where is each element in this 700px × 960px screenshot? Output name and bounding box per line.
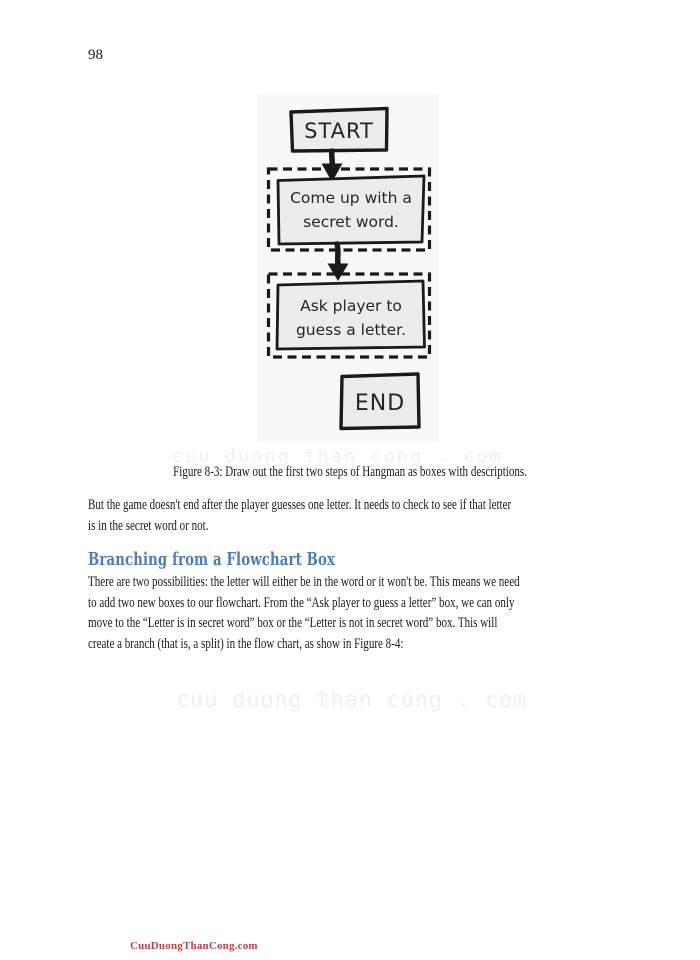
flowchart-end-box [341, 374, 419, 429]
watermark-text: cuu duong than cong . com [172, 446, 503, 467]
flowchart-figure [258, 95, 438, 441]
text-column [88, 462, 612, 655]
paragraph-line: is in the secret word or not. [88, 518, 209, 534]
flowchart-start-label: START [304, 119, 374, 143]
flowchart-end-label: END [354, 391, 406, 416]
footer-site-link[interactable]: CuuDuongThanCong.com [130, 940, 258, 952]
section-heading: Branching from a Flowchart Box [88, 549, 335, 570]
flowchart-step1-line1: Come up with a [290, 189, 412, 207]
paragraph [88, 572, 612, 655]
paragraph [88, 495, 612, 537]
flowchart-step1-line2: secret word. [303, 213, 399, 231]
flowchart-drawing [258, 95, 438, 441]
page-number: 98 [88, 47, 103, 63]
watermark-text: cuu duong than cong . com [176, 688, 528, 713]
flowchart-step2-line2: guess a letter. [295, 321, 407, 339]
flowchart-start-box [291, 109, 387, 152]
figure-caption: Figure 8-3: Draw out the first two steps of Hangman as boxes with descriptions. [173, 464, 527, 480]
paragraph-line: move to the “Letter is in secret word” box or the “Letter is not in secret word” box. This will [88, 615, 498, 632]
paragraph-line: create a branch (that is, a split) in the flow chart, as show in Figure 8-4: [88, 636, 404, 653]
flowchart-step2-box [269, 274, 430, 357]
paragraph-line: There are two possibilities: the letter will either be in the word or it won't be. This means we need [88, 574, 520, 590]
flowchart-step1-box [269, 169, 430, 250]
paragraph-line: But the game doesn't end after the player guesses one letter. It needs to check to see if that letter [88, 497, 512, 513]
flowchart-step2-line1: Ask player to [300, 297, 402, 315]
paragraph-line: to add two new boxes to our flowchart. From the “Ask player to guess a letter” box, we can only [88, 594, 515, 611]
